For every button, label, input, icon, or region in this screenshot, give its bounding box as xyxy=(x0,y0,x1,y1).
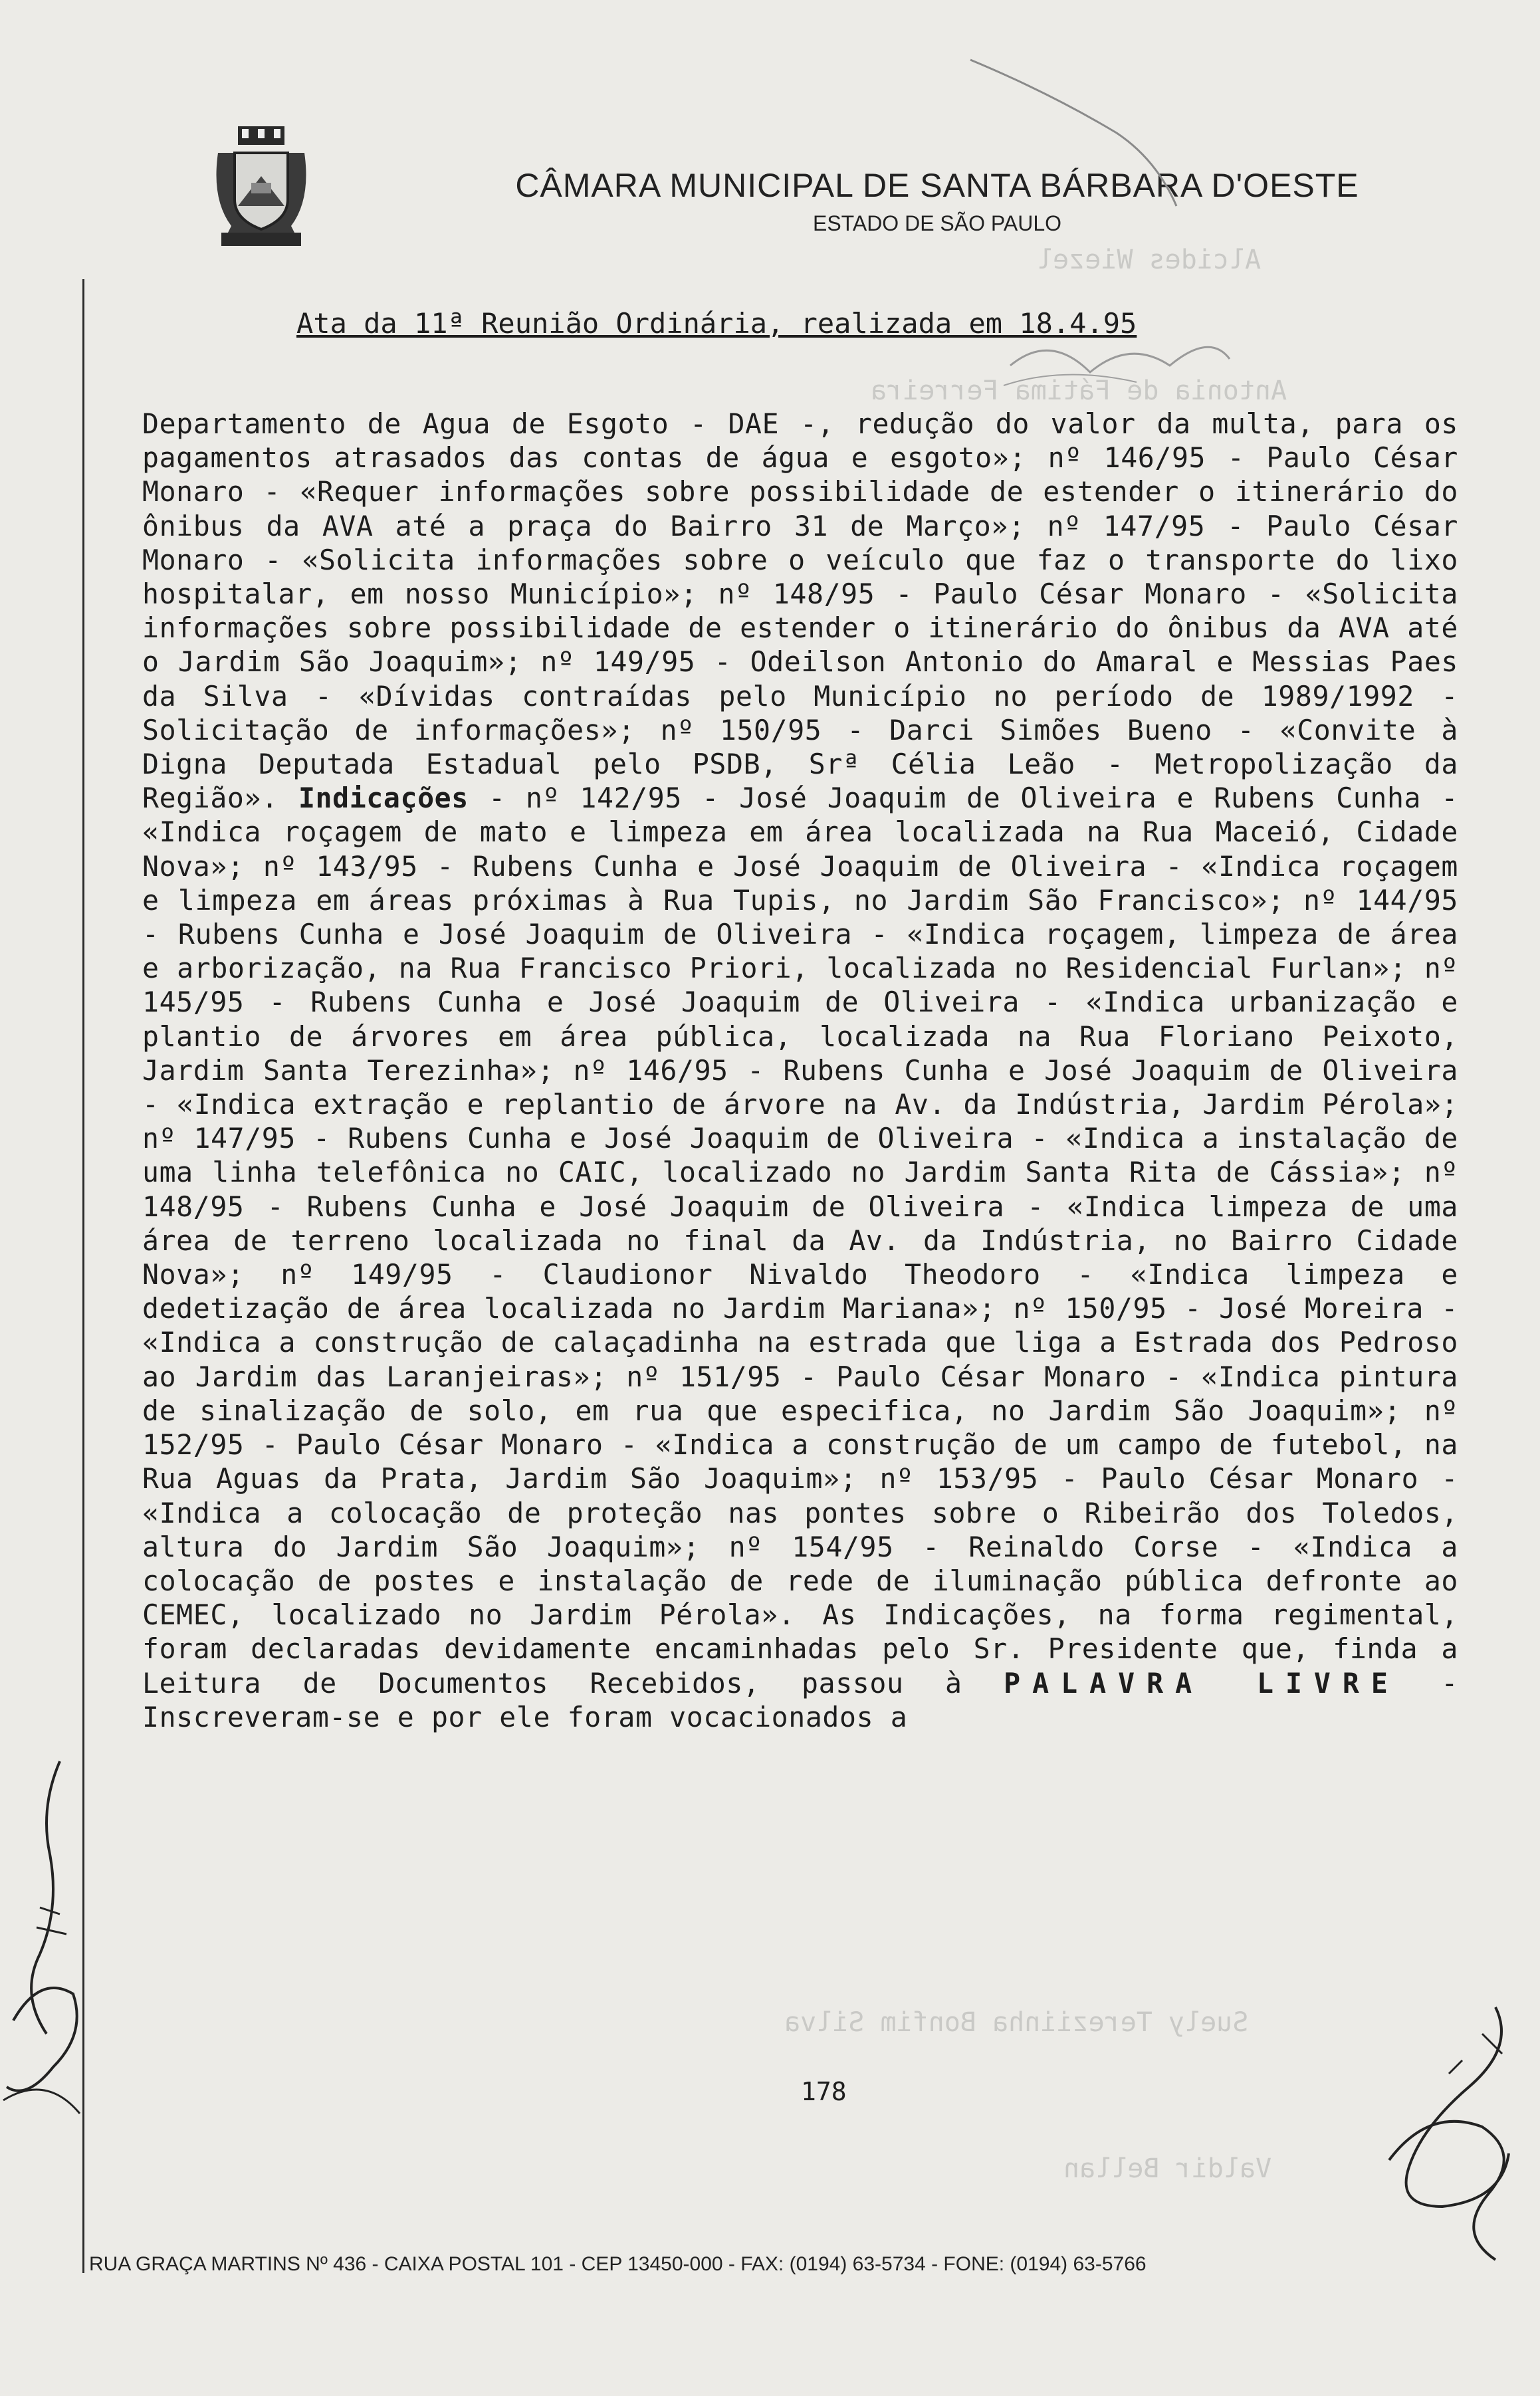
body-segment: Departamento de Agua de Esgoto - DAE -, redução do valor da multa, para os pagamentos atrasados das contas de água e esgoto»; nº 146/95 - Paulo César Monaro - «Requer informações sobre possibilidade de estender o itinerário do ônibus da AVA até a praça do Bairro 31 de Março»; nº 147/95 - Paulo César Monaro - «Solicita informações sobre o veículo que faz o transporte do lixo hospitalar, em nosso Município»; nº 148/95 - Paulo César Monaro - «Solicita informações sobre possibilidade de estender o itinerário do ônibus da AVA até o Jardim São Joaquim»; nº 149/95 - Odeilson Antonio do Amaral e Messias Paes da Silva - «Dívidas contraídas pelo Município no período de 1989/1992 - Solicitação de informações»; nº 150/95 - Darci Simões Bueno - «Convite à Digna Deputada Estadual pelo PSDB, Srª Célia Leão - Metropolização da Região». xyxy=(142,407,1458,815)
handwritten-signature xyxy=(917,53,1316,399)
footer-address: RUA GRAÇA MARTINS Nº 436 - CAIXA POSTAL 101 - CEP 13450-000 - FAX: (0194) 63-5734 - FONE: (0194) 63-5766 xyxy=(89,2253,1147,2275)
bleed-through-name: Valdir Bellan xyxy=(1063,2153,1272,2184)
minutes-body-text xyxy=(142,407,1458,1734)
bleed-through-name: Suely Tereziinha Bonfim Silva xyxy=(784,2007,1249,2038)
section-heading-palavra-livre: PALAVRA LIVRE xyxy=(1004,1666,1400,1699)
state-name: ESTADO DE SÃO PAULO xyxy=(812,211,1061,235)
organization-name: CÂMARA MUNICIPAL DE SANTA BÁRBARA D'OESTE xyxy=(515,167,1359,204)
body-segment: - nº 142/95 - José Joaquim de Oliveira e Rubens Cunha - «Indica roçagem de mato e limpeza em área localizada na Rua Maceió, Cidade Nova»; nº 143/95 - Rubens Cunha e José Joaquim de Oliveira - «Indica roçagem e limpeza em áreas próximas à Rua Tupis, no Jardim São Francisco»; nº 144/95 - Rubens Cunha e José Joaquim de Oliveira - «Indica roçagem, limpeza de área e arborização, na Rua Francisco Priori, localizada no Residencial Furlan»; nº 145/95 - Rubens Cunha e José Joaquim de Oliveira - «Indica urbanização e plantio de árvores em área pública, localizada na Rua Floriano Peixoto, Jardim Santa Terezinha»; nº 146/95 - Rubens Cunha e José Joaquim de Oliveira - «Indica extração e replantio de árvore na Av. da Indústria, Jardim Pérola»; nº 147/95 - Rubens Cunha e José Joaquim de Oliveira - «Indica a instalação de uma linha telefônica no CAIC, localizado no Jardim Santa Rita de Cássia»; nº 148/95 - Rubens Cunha e José Joaquim de Oliveira - «Indica limpeza de uma área de terreno localizada no final da Av. da Indústria, no Bairro Cidade Nova»; nº 149/95 - Claudionor Nivaldo Theodoro - «Indica limpeza e dedetização de área localizada no Jardim Mariana»; nº 150/95 - José Moreira - «Indica a construção de calaçadinha na estrada que liga a Estrada dos Pedroso ao Jardim das Laranjeiras»; nº 151/95 - Paulo César Monaro - «Indica pintura de sinalização de solo, em rua que especifica, no Jardim São Joaquim»; nº 152/95 - Paulo César Monaro - «Indica a construção de um campo de futebol, na Rua Aguas da Prata, Jardim São Joaquim»; nº 153/95 - Paulo César Monaro - «Indica a colocação de proteção nas pontes sobre o Ribeirão dos Toledos, altura do Jardim São Joaquim»; nº 154/95 - Reinaldo Corse - «Indica a colocação de postes e instalação de rede de iluminação pública defronte ao CEMEC, localizado no Jardim Pérola». As Indicações, na forma regimental, foram declaradas devidamente encaminhadas pelo Sr. Presidente que, finda a Leitura de Documentos Recebidos, passou à xyxy=(142,782,1458,1699)
section-heading-indicacoes: Indicações xyxy=(298,782,469,815)
bleed-through-name: Antonia de Fátima Ferreira xyxy=(871,376,1287,406)
handwritten-signature xyxy=(0,1755,93,2127)
page-number: 178 xyxy=(801,2077,847,2106)
handwritten-signature xyxy=(1349,1994,1535,2273)
body-segment: - Inscreveram-se e por ele foram vocacionados a xyxy=(142,1666,1459,1733)
bleed-through-name: Alcides Wiezel xyxy=(1037,245,1262,275)
document-title: Ata da 11ª Reunião Ordinária, realizada em 18.4.95 xyxy=(296,307,1137,340)
municipal-coat-of-arms-icon xyxy=(211,126,311,249)
